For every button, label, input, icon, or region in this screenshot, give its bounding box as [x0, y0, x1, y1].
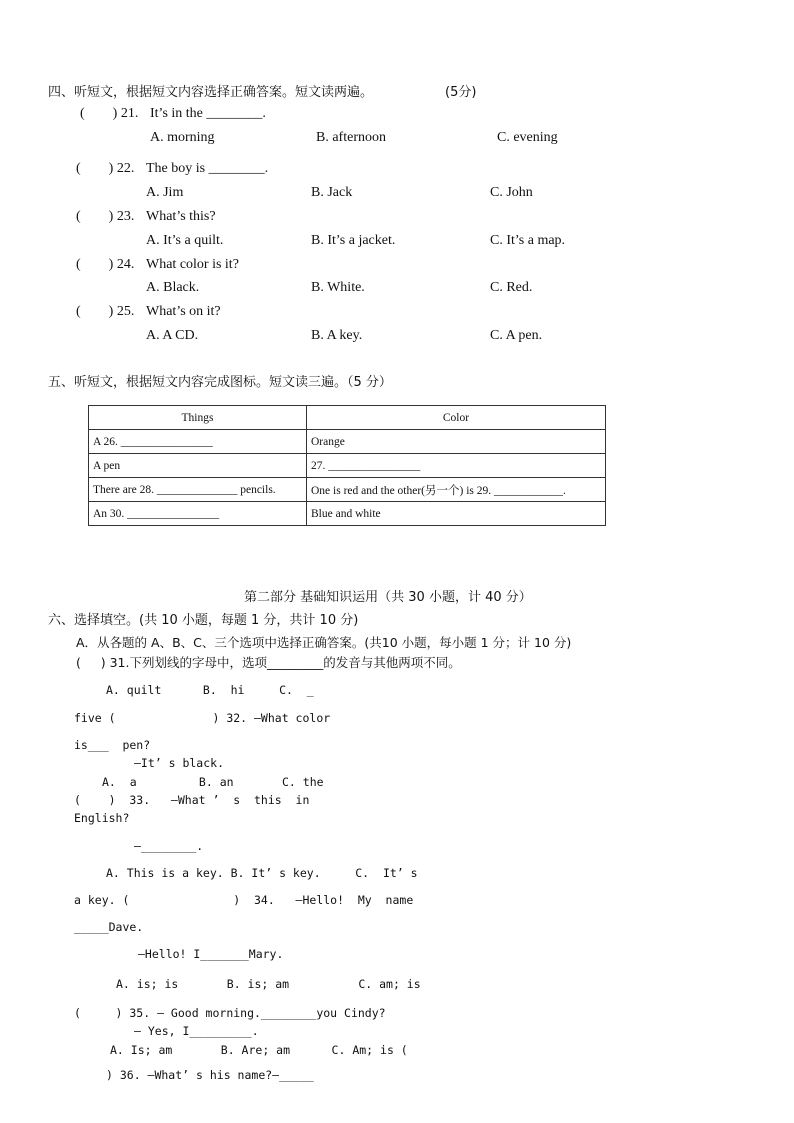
table-row [89, 478, 606, 502]
table-row [89, 430, 606, 454]
q25-option-a: A. A CD. [146, 328, 199, 343]
cell-color: Orange [307, 430, 606, 454]
section-4-score: (5分) [445, 85, 477, 100]
table-header-row [89, 406, 606, 430]
q21-option-c: C. evening [497, 130, 558, 145]
q21-option-b: B. afternoon [316, 130, 386, 145]
q24-number: ( ) 24. [76, 257, 135, 272]
part-2-title: 第二部分 基础知识运用（共 30 小题，计 40 分） [244, 590, 532, 605]
q24-option-c: C. Red. [490, 280, 533, 295]
q32-options: A. a B. an C. the [102, 775, 324, 789]
q32-line-1: five ( ) 32. —What color [74, 711, 331, 725]
section-4-header: 四、听短文，根据短文内容选择正确答案。短文读两遍。 [48, 85, 374, 100]
q33-options: A. This is a key. B. It’ s key. C. It’ s [106, 866, 418, 880]
q25-number: ( ) 25. [76, 304, 135, 319]
cell-thing: There are 28. ______________ pencils. [89, 478, 307, 502]
q23-option-c: C. It’s a map. [490, 233, 566, 248]
things-color-table [88, 405, 606, 526]
q24-option-b: B. White. [311, 280, 365, 295]
q35-answer: — Yes, I_________. [134, 1024, 259, 1038]
q22-option-c: C. John [490, 185, 533, 200]
q31-options: A. quilt B. hi C. _ [106, 683, 314, 697]
q33-line-1: ( ) 33. —What ’ s this in [74, 793, 310, 807]
q36-line: ) 36. —What’ s his name?—_____ [106, 1068, 314, 1082]
q32-line-2: is___ pen? [74, 738, 151, 752]
q22-number: ( ) 22. [76, 161, 135, 176]
q24-option-a: A. Black. [146, 280, 200, 295]
q34-answer: —Hello! I_______Mary. [138, 947, 284, 961]
q35-options: A. Is; am B. Are; am C. Am; is ( [110, 1043, 408, 1057]
column-header-color: Color [307, 406, 606, 430]
section-5-header: 五、听短文，根据短文内容完成图标。短文读三遍。（5 分） [48, 375, 392, 390]
q33-answer: —________. [134, 839, 204, 853]
table-row [89, 454, 606, 478]
q22-stem: The boy is ________. [146, 161, 269, 176]
q23-number: ( ) 23. [76, 209, 135, 224]
q25-option-b: B. A key. [311, 328, 363, 343]
cell-thing: A pen [89, 454, 307, 478]
q33-line-2: English? [74, 811, 130, 825]
q35-line-1: ( ) 35. — Good morning.________you Cindy? [74, 1006, 386, 1020]
q24-stem: What color is it? [146, 257, 239, 272]
q25-stem: What’s on it? [146, 304, 221, 319]
q34-options: A. is; is B. is; am C. am; is [116, 977, 421, 991]
q23-stem: What’s this? [146, 209, 216, 224]
column-header-things: Things [89, 406, 307, 430]
q21-stem: It’s in the ________. [150, 106, 266, 121]
q22-option-b: B. Jack [311, 185, 353, 200]
section-6-sub-a: A．从各题的 A、B、C、三个选项中选择正确答案。(共10 小题，每小题 1 分；计 10 分) [76, 635, 572, 650]
q34-line-2: _____Dave. [74, 920, 144, 934]
q32-answer: —It’ s black. [134, 756, 225, 770]
q21-number: ( ) 21. [80, 106, 139, 121]
cell-color: One is red and the other(另一个) is 29. ____________. [307, 478, 606, 502]
q23-option-b: B. It’s a jacket. [311, 233, 396, 248]
cell-color: Blue and white [307, 502, 606, 526]
cell-color: 27. ________________ [307, 454, 606, 478]
q34-line-1: a key. ( ) 34. —Hello! My name [74, 893, 414, 907]
q21-option-a: A. morning [150, 130, 215, 145]
q31-line: ( ) 31.下列划线的字母中，选项_________的发音与其他两项不同。 [76, 655, 461, 670]
q25-option-c: C. A pen. [490, 328, 543, 343]
q23-option-a: A. It’s a quilt. [146, 233, 224, 248]
table-row [89, 502, 606, 526]
cell-thing: An 30. ________________ [89, 502, 307, 526]
section-6-header: 六、选择填空。(共 10 小题，每题 1 分，共计 10 分) [48, 613, 359, 628]
cell-thing: A 26. ________________ [89, 430, 307, 454]
q22-option-a: A. Jim [146, 185, 184, 200]
